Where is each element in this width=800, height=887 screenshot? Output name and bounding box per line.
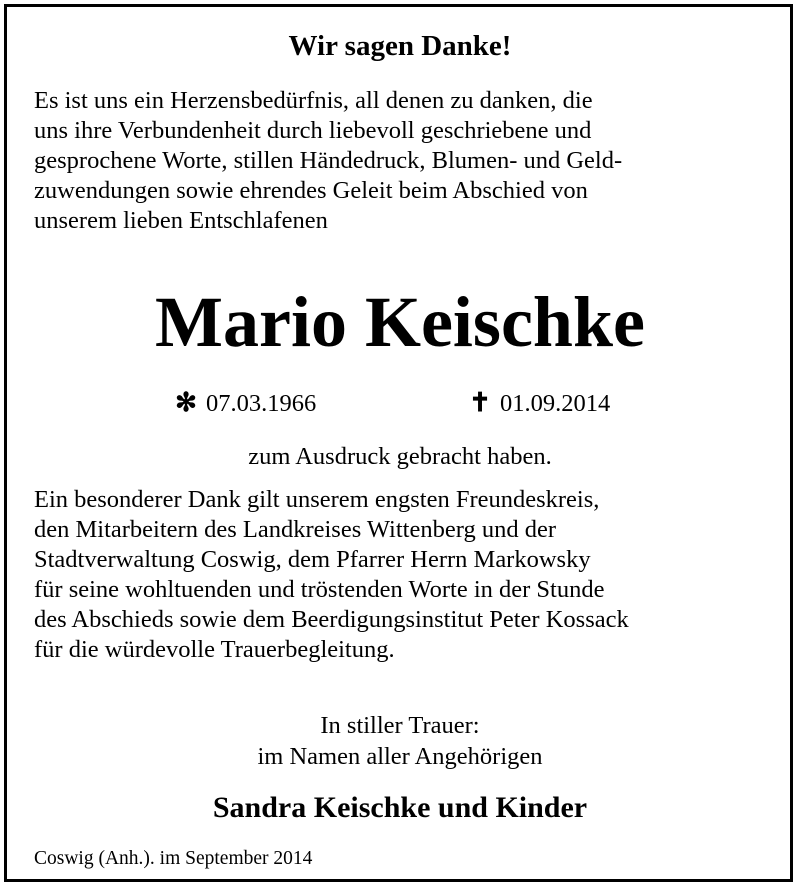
intro-line: uns ihre Verbundenheit durch liebevoll geschriebene und [34, 117, 592, 144]
mourning-block [0, 710, 800, 772]
intro-line: unserem lieben Entschlafenen [34, 207, 328, 234]
thanks-line: des Abschieds sowie dem Beerdigungsinstitut Peter Kossack [34, 606, 629, 633]
birth-date: 07.03.1966 [206, 390, 317, 417]
birth-star-icon: ✻ [175, 388, 197, 417]
death-date: 01.09.2014 [500, 390, 611, 417]
thanks-line: für die würdevolle Trauerbegleitung. [34, 636, 395, 663]
intro-line: Es ist uns ein Herzensbedürfnis, all denen zu danken, die [34, 87, 593, 114]
death-date-row [466, 388, 610, 419]
intro-paragraph [34, 86, 774, 236]
place-and-date: Coswig (Anh.). im September 2014 [34, 848, 313, 869]
thanks-line: Ein besonderer Dank gilt unserem engsten Freundeskreis, [34, 486, 600, 513]
family-signature: Sandra Keischke und Kinder [212, 791, 588, 824]
deceased-name: Mario Keischke [155, 282, 645, 362]
thanks-line: für seine wohltuenden und tröstenden Worte in der Stunde [34, 576, 605, 603]
death-cross-icon: ✝ [469, 388, 491, 417]
intro-line: gesprochene Worte, stillen Händedruck, Blumen- und Geld- [34, 147, 623, 174]
intro-line: zuwendungen sowie ehrendes Geleit beim Abschied von [34, 177, 588, 204]
thanks-line: Stadtverwaltung Coswig, dem Pfarrer Herrn Markowsky [34, 546, 591, 573]
birth-date-row [172, 388, 316, 419]
thanks-line: den Mitarbeitern des Landkreises Wittenberg und der [34, 516, 556, 543]
thanks-paragraph [34, 485, 774, 665]
ausdruck-line: zum Ausdruck gebracht haben. [248, 443, 552, 470]
notice-heading: Wir sagen Danke! [288, 30, 512, 62]
mourning-line: im Namen aller Angehörigen [257, 743, 543, 770]
mourning-line: In stiller Trauer: [320, 712, 480, 739]
